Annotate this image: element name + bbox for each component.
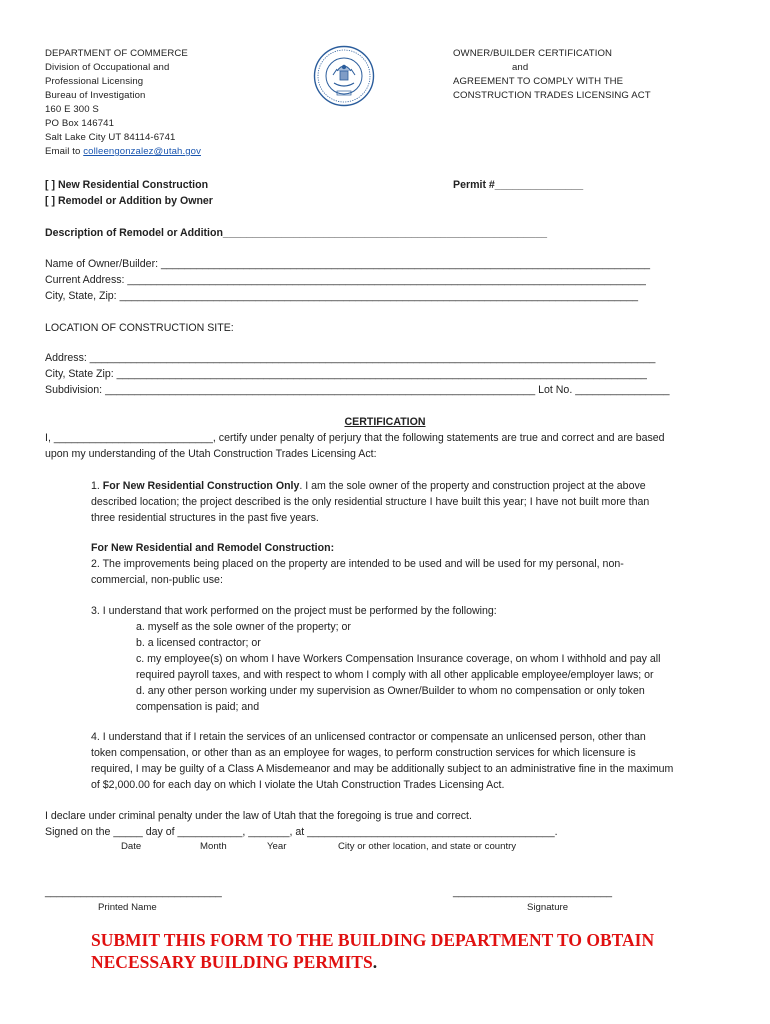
item-1-number: 1. xyxy=(91,480,103,492)
submit-notice-line2-text: NECESSARY BUILDING PERMITS xyxy=(91,952,373,972)
certification-intro xyxy=(45,430,745,462)
site-city-field[interactable]: City, State Zip: __________________________________________________________________________________________ xyxy=(45,368,647,380)
caption-month: Month xyxy=(200,841,227,852)
item-3-option-b: b. a licensed contractor; or xyxy=(136,637,261,649)
item-1 xyxy=(91,478,731,526)
location-heading: LOCATION OF CONSTRUCTION SITE: xyxy=(45,322,234,334)
item-2-line1: 2. The improvements being placed on the property are intended to be used and will be used for my personal, non- xyxy=(91,558,624,570)
item-2-heading: For New Residential and Remodel Construction: xyxy=(91,542,335,554)
email-prefix: Email to xyxy=(45,146,84,157)
submit-notice xyxy=(91,929,751,973)
printed-name-field[interactable]: ______________________________ xyxy=(45,886,222,898)
printed-name-label: Printed Name xyxy=(98,902,157,913)
email-line xyxy=(45,145,305,159)
department-address-block xyxy=(45,47,305,159)
item-4-line2: token compensation, or other than as an employee for wages, to perform construction services for which licensure is xyxy=(91,747,636,759)
item-1-line2: described location; the project described is the only residential structure I have built this year; I have not built more than xyxy=(91,496,650,508)
signature-field[interactable]: ___________________________ xyxy=(453,886,613,898)
description-field[interactable]: Description of Remodel or Addition_______________________________________________________ xyxy=(45,227,547,239)
utah-state-seal-icon xyxy=(313,45,375,107)
item-1-bold-label: For New Residential Construction Only xyxy=(102,480,300,492)
owner-name-field[interactable]: Name of Owner/Builder: ___________________________________________________________________________________ xyxy=(45,258,651,270)
item-3-option-a: a. myself as the sole owner of the property; or xyxy=(136,621,351,633)
submit-notice-line1: SUBMIT THIS FORM TO THE BUILDING DEPARTMENT TO OBTAIN xyxy=(91,930,655,950)
owner-address-field[interactable]: Current Address: ________________________________________________________________________________________ xyxy=(45,274,646,286)
address-line: Division of Occupational and xyxy=(45,62,170,73)
signature-label: Signature xyxy=(527,902,569,913)
submit-notice-period: . xyxy=(372,952,378,972)
site-subdivision-field[interactable]: Subdivision: _________________________________________________________________________ Lot No. ________________ xyxy=(45,384,670,396)
item-4 xyxy=(91,729,731,793)
address-line: Professional Licensing xyxy=(45,76,144,87)
address-line: 160 E 300 S xyxy=(45,104,99,115)
form-title-line: CONSTRUCTION TRADES LICENSING ACT xyxy=(453,90,651,101)
intro-line: I, ___________________________, certify under penalty of perjury that the following statements are true and correct and are based xyxy=(45,432,665,444)
address-line: DEPARTMENT OF COMMERCE xyxy=(45,48,188,59)
caption-location: City or other location, and state or country xyxy=(338,841,517,852)
address-line: PO Box 146741 xyxy=(45,118,115,129)
site-address-field[interactable]: Address: ________________________________________________________________________________________________ xyxy=(45,352,656,364)
address-line: Salt Lake City UT 84114-6741 xyxy=(45,132,176,143)
item-4-line3: required, I may be guilty of a Class A Misdemeanor and may be additionally subject to an administrative fine in the maximum xyxy=(91,763,674,775)
owner-city-field[interactable]: City, State, Zip: ________________________________________________________________________________________ xyxy=(45,290,639,302)
address-line: Bureau of Investigation xyxy=(45,90,146,101)
item-4-line4: of $2,000.00 for each day on which I violate the Utah Construction Trades Licensing Act. xyxy=(91,779,505,791)
form-title-line: OWNER/BUILDER CERTIFICATION xyxy=(453,48,613,59)
item-2 xyxy=(91,556,731,588)
caption-year: Year xyxy=(267,841,287,852)
checkbox-new-residential[interactable]: [ ] New Residential Construction xyxy=(45,179,209,191)
item-1-text: . I am the sole owner of the property and construction project at the above xyxy=(299,480,646,492)
item-4-line1: 4. I understand that if I retain the services of an unlicensed contractor or compensate an unlicensed person, other than xyxy=(91,731,646,743)
caption-date: Date xyxy=(121,841,142,852)
item-3 xyxy=(91,603,731,715)
item-3-option-c-cont: required payroll taxes, and with respect to whom I comply with all other applicable employee/employer laws; or xyxy=(136,669,654,681)
item-3-intro: 3. I understand that work performed on the project must be performed by the following: xyxy=(91,605,497,617)
form-title-line: AGREEMENT TO COMPLY WITH THE xyxy=(453,76,624,87)
intro-line: upon my understanding of the Utah Construction Trades Licensing Act: xyxy=(45,448,377,460)
item-3-option-d-cont: compensation is paid; and xyxy=(136,701,260,713)
certification-heading: CERTIFICATION xyxy=(344,416,426,428)
checkbox-remodel[interactable]: [ ] Remodel or Addition by Owner xyxy=(45,195,213,207)
submit-notice-line2 xyxy=(91,951,751,973)
form-title-and: and xyxy=(512,62,529,73)
permit-number-field[interactable]: Permit #_______________ xyxy=(453,179,584,191)
declaration-statement: I declare under criminal penalty under the law of Utah that the foregoing is true and correct. xyxy=(45,810,472,822)
email-link[interactable]: colleengonzalez@utah.gov xyxy=(83,146,201,157)
item-1-line3: three residential structures in the past five years. xyxy=(91,512,319,524)
form-title-block xyxy=(453,47,713,103)
item-2-line2: commercial, non-public use: xyxy=(91,574,223,586)
item-1-line1 xyxy=(91,478,731,494)
item-3-option-c: c. my employee(s) on whom I have Workers Compensation Insurance coverage, on whom I withhold and pay all xyxy=(136,653,661,665)
signed-on-field[interactable]: Signed on the _____ day of ___________, _______, at __________________________________________. xyxy=(45,826,558,838)
item-3-option-d: d. any other person working under my supervision as Owner/Builder to whom no compensation or only token xyxy=(136,685,645,697)
